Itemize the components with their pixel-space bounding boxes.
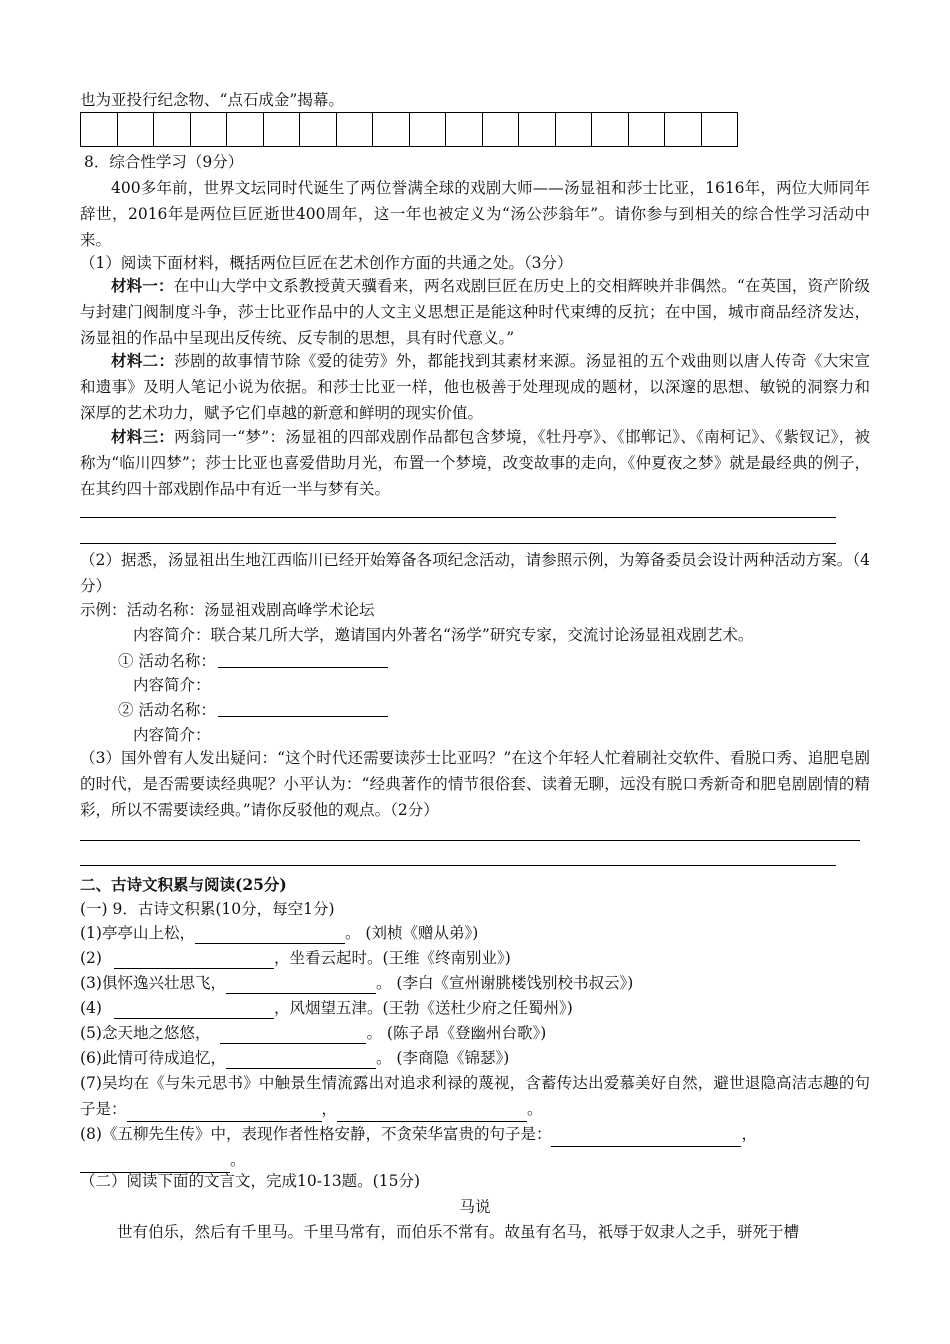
intro-1-label: 内容简介： — [133, 676, 211, 694]
poem-7-blank-1[interactable] — [127, 1105, 322, 1122]
poem-3 — [80, 972, 633, 994]
material-2-label: 材料二： — [111, 351, 175, 370]
material-1-text: 在中山大学中文系教授黄天骥看来，两名戏剧巨匠在历史上的交相辉映并非偶然。“在英国，资产阶级与封建门阀制度斗争，莎士比亚作品中的人文主义思想正是能这种时代束缚的反抗；在中国，城市商品经济发达，汤显祖的作品中呈现出反传统、反专制的思想，具有时代意义。” — [80, 277, 870, 347]
poem-6 — [80, 1047, 509, 1069]
grid-cell[interactable] — [410, 112, 447, 147]
grid-cell[interactable] — [592, 112, 629, 147]
answer-line[interactable] — [80, 865, 836, 866]
grid-cell[interactable] — [81, 112, 118, 147]
poem-1-source: 。 (刘桢《赠从弟》) — [344, 924, 479, 942]
poem-3-source: 。 (李白《宣州谢朓楼饯别校书叔云》) — [375, 974, 634, 992]
grid-cell[interactable] — [337, 112, 374, 147]
poem-4 — [80, 997, 573, 1019]
answer-grid[interactable] — [80, 112, 738, 147]
material-3 — [80, 424, 870, 502]
poem-5-source: 。 (陈子昂《登幽州台歌》) — [366, 1024, 547, 1042]
poem-4-text: (4) — [80, 999, 102, 1017]
grid-cell[interactable] — [556, 112, 593, 147]
poem-3-blank[interactable] — [226, 977, 376, 994]
material-3-text: 两翁同一“梦”：汤显祖的四部戏剧作品都包含梦境，《牡丹亭》、《邯郸记》、《南柯记》、《紫钗记》，被称为“临川四梦”；莎士比亚也喜爱借助月光，布置一个梦境，改变故事的走向，《仲夏夜之梦》就是最经典的例子，在其约四十部戏剧作品中有近一半与梦有关。 — [80, 428, 870, 498]
passage-title: 马说 — [459, 1198, 491, 1216]
grid-cell[interactable] — [191, 112, 228, 147]
poem-7-blank-2[interactable] — [337, 1105, 527, 1122]
grid-cell[interactable] — [629, 112, 666, 147]
poem-2-source: ，坐看云起时。(王维《终南别业》) — [273, 949, 511, 967]
grid-cell[interactable] — [154, 112, 191, 147]
poem-2 — [80, 947, 511, 969]
poem-8-blank-1[interactable] — [551, 1130, 741, 1147]
material-3-label: 材料三： — [111, 427, 175, 446]
poem-4-source: ，风烟望五津。(王勃《送杜少府之任蜀州》) — [273, 999, 573, 1017]
activity-2-input[interactable] — [218, 716, 388, 717]
activity-1-label: ① 活动名称： — [118, 652, 216, 670]
material-2-text: 莎剧的故事情节除《爱的徒劳》外，都能找到其素材来源。汤显祖的五个戏曲则以唐人传奇《大宋宣和遗事》及明人笔记小说为依据。和莎士比亚一样，他也极善于处理现成的题材，以深邃的思想、敏锐的洞察力和深厚的艺术功力，赋予它们卓越的新意和鲜明的现实价值。 — [80, 352, 870, 422]
answer-line[interactable] — [80, 840, 860, 841]
q8-title: 8．综合性学习（9分） — [84, 153, 244, 171]
grid-cell[interactable] — [519, 112, 556, 147]
grid-cell[interactable] — [702, 112, 739, 147]
grid-cell[interactable] — [373, 112, 410, 147]
poem-1 — [80, 922, 478, 944]
poem-5-blank[interactable] — [220, 1027, 366, 1044]
poem-5 — [80, 1022, 546, 1044]
poem-2-text: (2) — [80, 949, 102, 967]
grid-cell[interactable] — [264, 112, 301, 147]
poem-2-blank[interactable] — [114, 952, 274, 969]
grid-cell[interactable] — [300, 112, 337, 147]
example-name: 示例：活动名称：汤显祖戏剧高峰学术论坛 — [80, 601, 375, 619]
poem-6-source: 。 (李商隐《锦瑟》) — [375, 1049, 510, 1067]
poem-6-blank[interactable] — [226, 1052, 376, 1069]
grid-cell[interactable] — [483, 112, 520, 147]
q8-intro: 400多年前，世界文坛同时代诞生了两位誉满全球的戏剧大师——汤显祖和莎士比亚，1616年，两位大师同年辞世，2016年是两位巨匠逝世400周年，这一年也被定义为“汤公莎翁年”。请你参与到相关的综合性学习活动中来。 — [80, 179, 870, 249]
intro-2-label: 内容简介： — [133, 726, 211, 744]
grid-cell[interactable] — [118, 112, 155, 147]
material-1-label: 材料一： — [111, 276, 174, 295]
answer-line[interactable] — [80, 517, 836, 518]
poem-8-text: (8)《五柳先生传》中，表现作者性格安静，不贪荣华富贵的句子是： — [80, 1125, 552, 1143]
passage-first-line: 世有伯乐，然后有千里马。千里马常有，而伯乐不常有。故虽有名马，祇辱于奴隶人之手，骈死于槽 — [117, 1223, 800, 1241]
poem-5-text: (5)念天地之悠悠， — [80, 1024, 211, 1042]
material-1 — [80, 273, 870, 351]
q8-part1: （1）阅读下面材料，概括两位巨匠在艺术创作方面的共通之处。（3分） — [80, 254, 573, 272]
answer-line[interactable] — [80, 543, 836, 544]
example-intro: 内容简介：联合某几所大学，邀请国内外著名“汤学”研究专家，交流讨论汤显祖戏剧艺术。 — [133, 626, 754, 644]
poem-3-text: (3)俱怀逸兴壮思飞， — [80, 974, 226, 992]
poem-7-text: (7)吴均在《与朱元思书》中触景生情流露出对追求利禄的蔑视，含蓄传达出爱慕美好自然，避世退隐高洁志趣的句子是： — [80, 1074, 870, 1118]
q8-part2: （2）据悉，汤显祖出生地江西临川已经开始筹备各项纪念活动，请参照示例，为筹备委员会设计两种活动方案。（4分） — [80, 551, 870, 595]
q10-title: （二）阅读下面的文言文，完成10-13题。(15分) — [80, 1172, 421, 1190]
q9-title: (一) 9．古诗文积累(10分，每空1分) — [80, 900, 335, 918]
activity-2-label: ② 活动名称： — [118, 701, 216, 719]
poem-8: (8)《五柳先生传》中，表现作者性格安静，不贪荣华富贵的句子是： ， 。 — [80, 1121, 870, 1173]
q8-part3: （3）国外曾有人发出疑问：“这个时代还需要读莎士比亚吗？”在这个年轻人忙着刷社交软件、看脱口秀、追肥皂剧的时代，是否需要读经典呢？小平认为：“经典著作的情节很俗套、读着无聊，远没有脱口秀新奇和肥皂剧剧情的精彩，所以不需要读经典。”请你反驳他的观点。（2分） — [80, 749, 870, 819]
poem-1-text: (1)亭亭山上松， — [80, 924, 195, 942]
poem-4-blank[interactable] — [114, 1002, 274, 1019]
poem-6-text: (6)此情可待成追忆， — [80, 1049, 226, 1067]
material-2 — [80, 348, 870, 426]
activity-1-input[interactable] — [218, 667, 388, 668]
grid-cell[interactable] — [665, 112, 702, 147]
section-2-heading: 二、古诗文积累与阅读(25分) — [80, 875, 287, 894]
top-line: 也为亚投行纪念物、“点石成金”揭幕。 — [80, 91, 344, 109]
grid-cell[interactable] — [446, 112, 483, 147]
poem-1-blank[interactable] — [195, 927, 345, 944]
grid-cell[interactable] — [227, 112, 264, 147]
poem-7: (7)吴均在《与朱元思书》中触景生情流露出对追求利禄的蔑视，含蓄传达出爱慕美好自然，避世退隐高洁志趣的句子是： ， 。 — [80, 1070, 870, 1122]
